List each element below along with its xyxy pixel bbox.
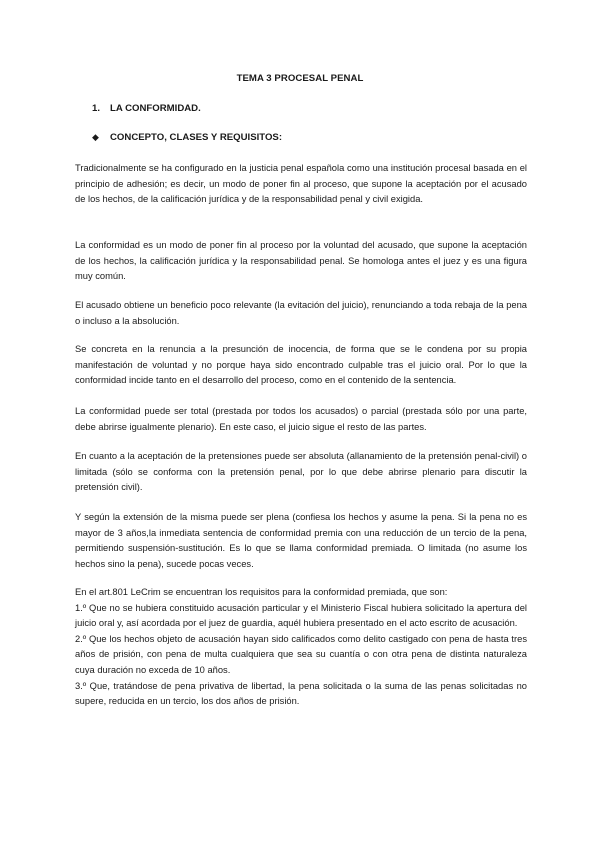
section-label: LA CONFORMIDAD. — [110, 103, 201, 114]
paragraph: En cuanto a la aceptación de la pretensiones puede ser absoluta (allanamiento de la pretensión penal-civil) o limitada (sólo se conforma con la pretensión penal, por lo que debe abrirse plenario para discutir la pretensión civil). — [75, 451, 527, 493]
requirements-block — [75, 585, 527, 710]
paragraph: La conformidad es un modo de poner fin al proceso por la voluntad del acusado, que supone la aceptación de los hechos, la calificación jurídica y la responsabilidad penal. Se homologa antes el juez y es una figura muy común. — [75, 240, 527, 282]
paragraph: Tradicionalmente se ha configurado en la justicia penal española como una institución procesal basada en el principio de adhesión; es decir, un modo de poner fin al proceso, que supone la aceptación por el acusado de los hechos, de la calificación jurídica y de la responsabilidad penal y civil exigida. — [75, 163, 527, 205]
requirement-item: 1.º Que no se hubiera constituido acusación particular y el Ministerio Fiscal hubiera solicitado la apertura del juicio oral y, así acordada por el juez de guardia, aquél hubiera presentado en el acto escrito de acusación. — [75, 602, 527, 629]
requirement-item: 3.º Que, tratándose de pena privativa de libertad, la pena solicitada o la suma de las penas solicitadas no supere, reducida en un tercio, los dos años de prisión. — [75, 680, 527, 707]
paragraph: Se concreta en la renuncia a la presunción de inocencia, de forma que se le condena por su propia manifestación de voluntad y no porque haya sido encontrado culpable tras el juicio oral. Por lo que la conformidad incide tanto en el desarrollo del proceso, como en el contenido de la sentencia. — [75, 344, 527, 386]
paragraph: Y según la extensión de la misma puede ser plena (confiesa los hechos y asume la pena. Si la pena no es mayor de 3 años,la inmediata sentencia de conformidad premia con una reducción de un tercio de la pena, permitiendo suspensión-sustitución. Es lo que se llama conformidad premiada. O limitada (no asume los hechos sino la pena), sucede pocas veces. — [75, 512, 527, 569]
diamond-bullet-icon: ◆ — [92, 132, 99, 142]
requirements-intro: En el art.801 LeCrim se encuentran los requisitos para la conformidad premiada, que son: — [75, 587, 448, 597]
subsection-heading — [92, 132, 282, 143]
subsection-label: CONCEPTO, CLASES Y REQUISITOS: — [110, 132, 283, 143]
section-number: 1. — [92, 103, 101, 114]
document-title: TEMA 3 PROCESAL PENAL — [236, 73, 364, 84]
section-heading — [92, 103, 201, 114]
requirement-item: 2.º Que los hechos objeto de acusación hayan sido calificados como delito castigado con pena de hasta tres años de prisión, con pena de multa cualquiera que sea su cuantía o con otra pena de distinta naturaleza cuya duración no exceda de 10 años. — [75, 633, 527, 675]
paragraph: La conformidad puede ser total (prestada por todos los acusados) o parcial (prestada sólo por una parte, debe abrirse igualmente plenario). En este caso, el juicio sigue el resto de las partes. — [75, 406, 527, 432]
paragraph: El acusado obtiene un beneficio poco relevante (la evitación del juicio), renunciando a toda rebaja de la pena o incluso a la absolución. — [75, 300, 527, 326]
